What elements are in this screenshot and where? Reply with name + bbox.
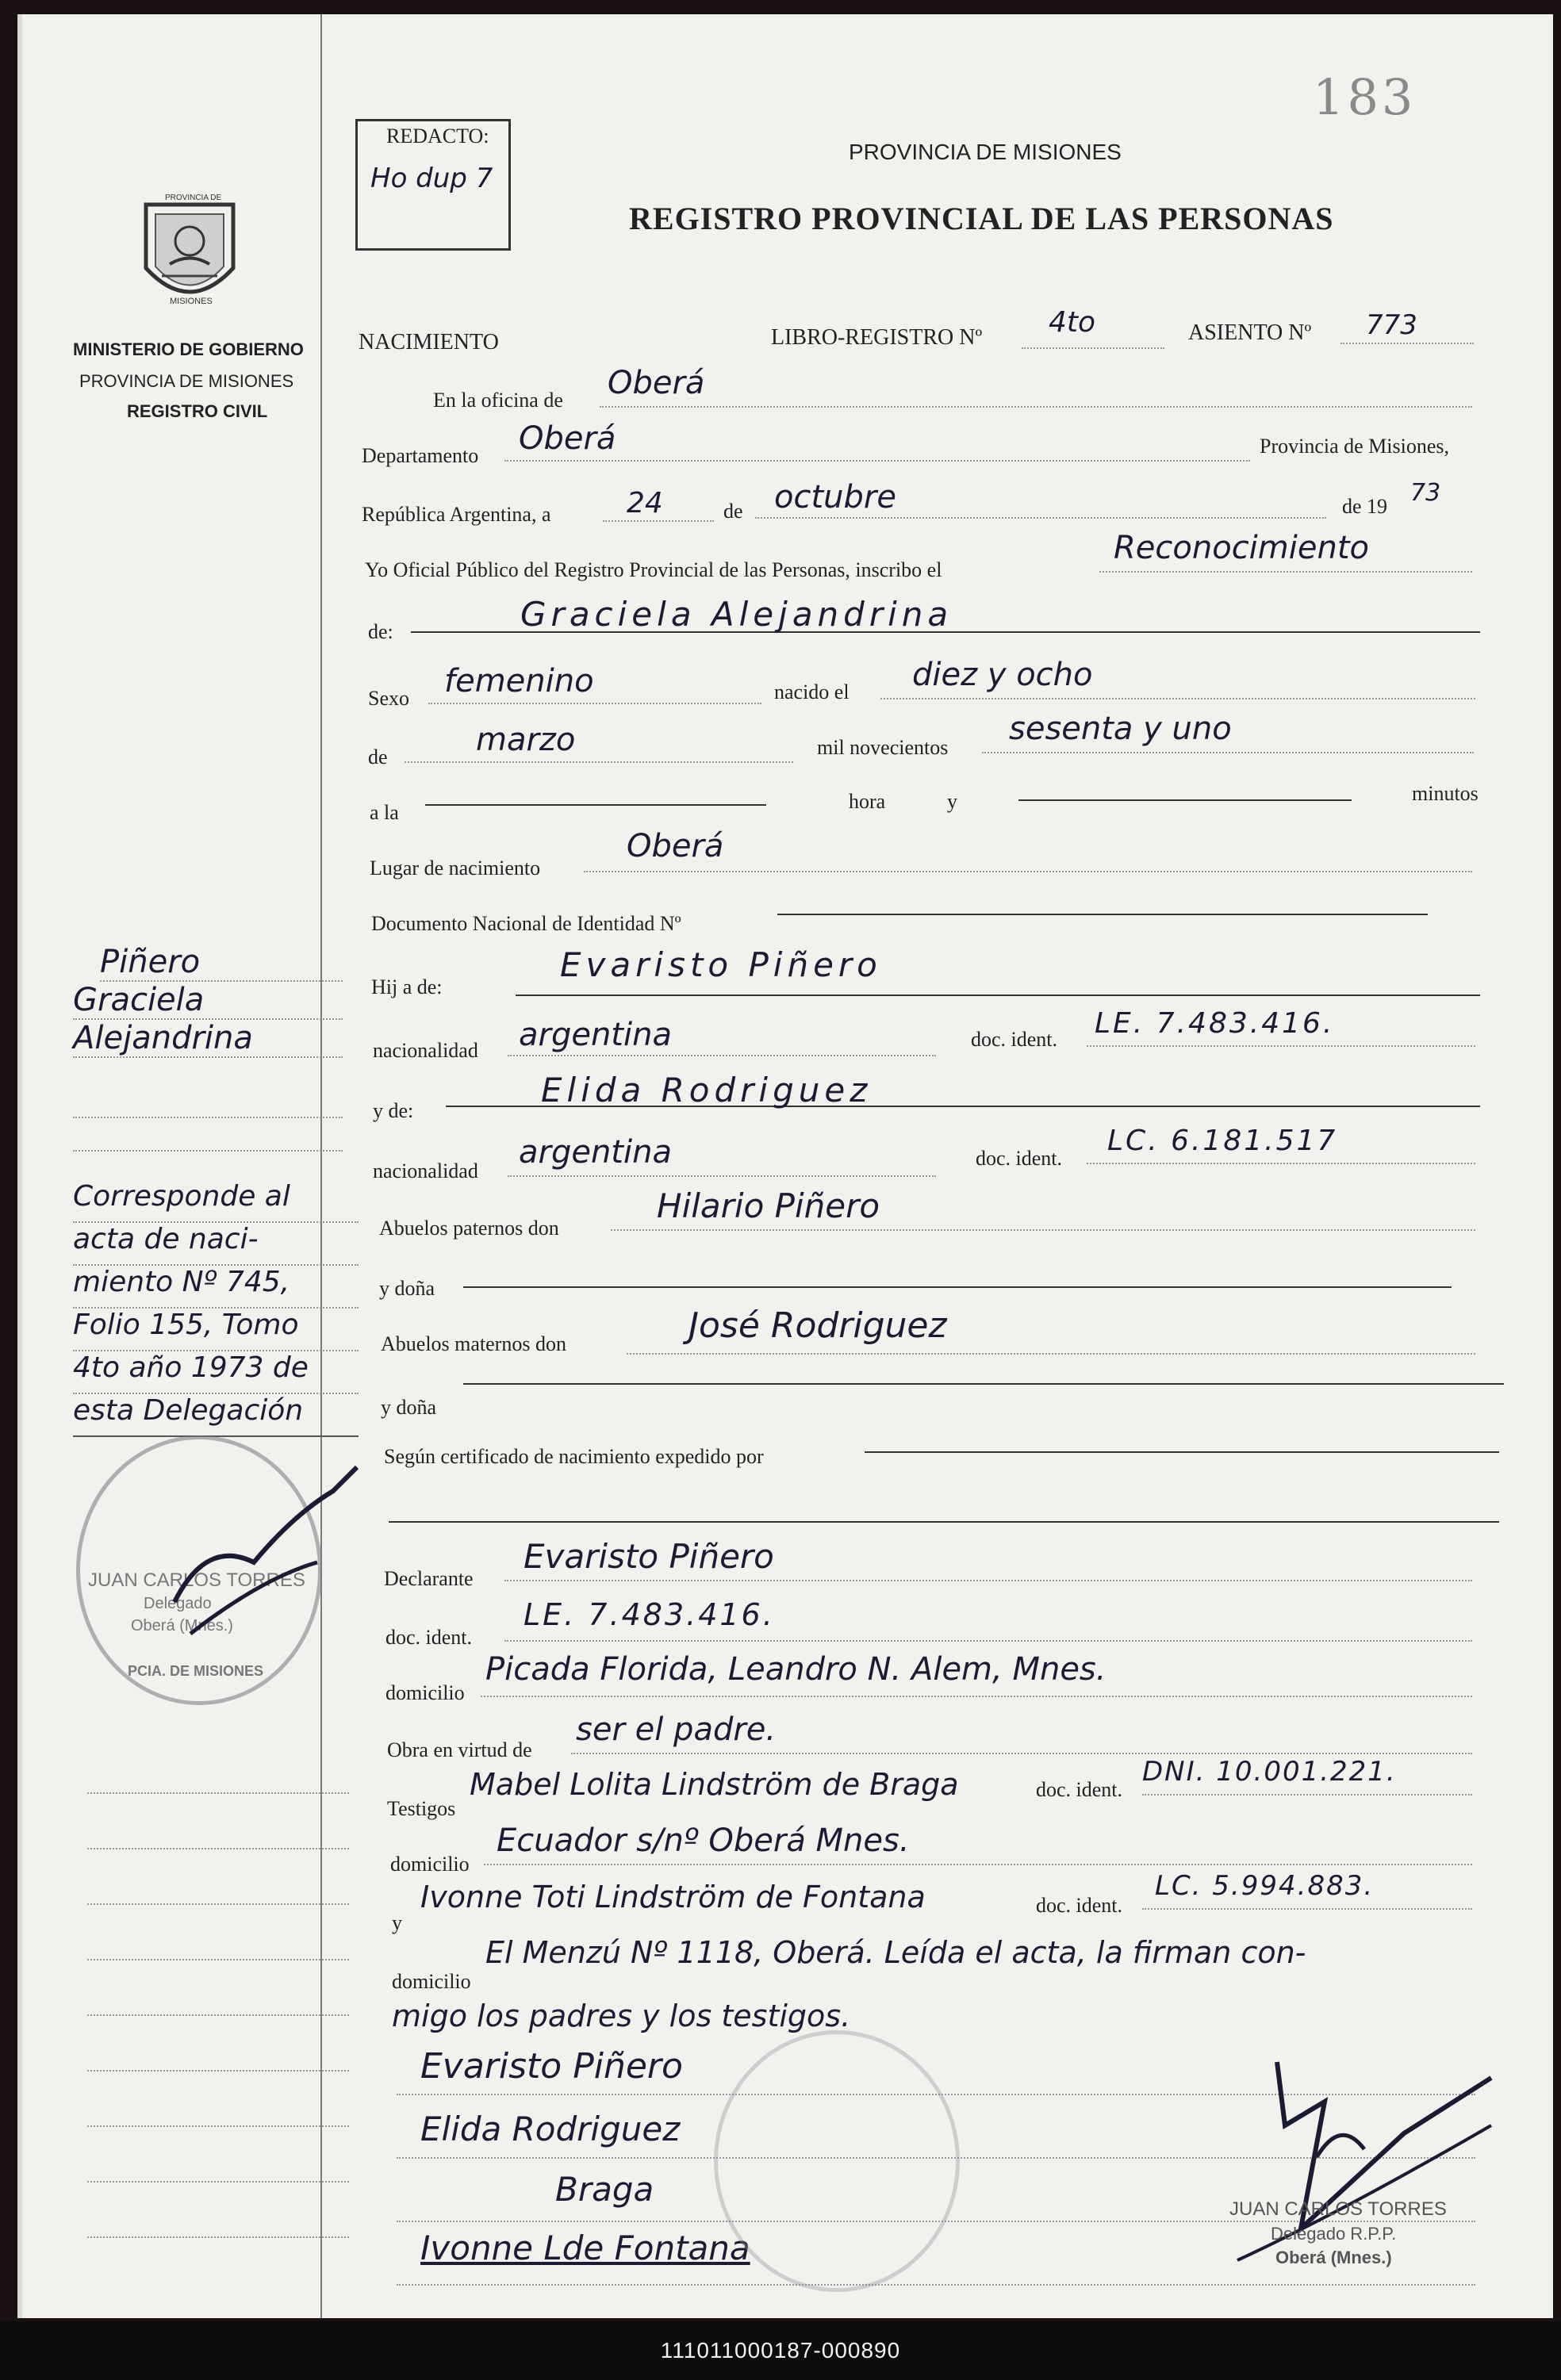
- margin-note-4: Folio 155, Tomo: [73, 1309, 359, 1351]
- dona1-line: [463, 1286, 1452, 1288]
- margin-name-1: Piñero: [100, 944, 343, 982]
- padre-line: [516, 995, 1480, 996]
- nac1-label: nacionalidad: [373, 1039, 478, 1062]
- domicilio1-value: Picada Florida, Leandro N. Alem, Mnes.: [485, 1651, 1107, 1688]
- margin-line-i: [87, 2125, 349, 2127]
- asiento-line: [1340, 343, 1474, 344]
- nacido-label: nacido el: [774, 680, 850, 703]
- mil-value: sesenta y uno: [1009, 711, 1232, 747]
- margin-note-3: miento Nº 745,: [73, 1266, 359, 1309]
- doc2-line: [1087, 1163, 1475, 1164]
- declarante-value: Evaristo Piñero: [524, 1537, 774, 1576]
- y-de-label: y de:: [373, 1099, 414, 1122]
- continuacion-value: migo los padres y los testigos.: [392, 1999, 851, 2033]
- redacto-label: REDACTO:: [386, 125, 489, 148]
- lugar-line: [584, 871, 1472, 872]
- domicilio3-value: El Menzú Nº 1118, Oberá. Leída el acta, la firman con-: [485, 1935, 1306, 1970]
- departamento-value: Oberá: [519, 420, 616, 457]
- doc4-value: DNI. 10.001.221.: [1142, 1756, 1397, 1788]
- stamp-left-line3: Oberá (Mnes.): [131, 1617, 233, 1635]
- lugar-label: Lugar de nacimiento: [370, 857, 541, 880]
- margin-note: [73, 1180, 359, 1437]
- departamento-line: [504, 460, 1250, 462]
- signature-line-4: [397, 2284, 1475, 2286]
- ministry-registry: REGISTRO CIVIL: [127, 401, 268, 421]
- doc4-line: [1142, 1794, 1472, 1796]
- certificado-label: Según certificado de nacimiento expedido por: [384, 1445, 764, 1468]
- margin-line-a: [73, 1117, 343, 1118]
- provincia-label: Provincia de Misiones,: [1260, 435, 1450, 458]
- ab-pat-label: Abuelos paternos don: [379, 1217, 559, 1240]
- doc5-value: LC. 5.994.883.: [1155, 1870, 1375, 1902]
- mil-line: [982, 752, 1474, 753]
- obra-value: ser el padre.: [576, 1711, 777, 1748]
- signature-father: Evaristo Piñero: [420, 2046, 683, 2087]
- de2-label: de:: [368, 620, 393, 643]
- hora-label: hora: [849, 790, 886, 813]
- oficial-value: Reconocimiento: [1114, 530, 1369, 566]
- anio-label: de 19: [1342, 495, 1388, 518]
- obra-line: [571, 1753, 1472, 1754]
- sexo-label: Sexo: [368, 687, 409, 710]
- province-emblem: [138, 189, 241, 316]
- testigos-label: Testigos: [387, 1797, 456, 1820]
- margin-line-c: [87, 1792, 349, 1794]
- margin-line-d: [87, 1848, 349, 1849]
- header-registry: REGISTRO PROVINCIAL DE LAS PERSONAS: [629, 201, 1334, 236]
- oficina-value: Oberá: [608, 365, 705, 401]
- stamp-left-line2: Delegado: [144, 1595, 212, 1612]
- doc1-line: [1087, 1045, 1475, 1047]
- ab-mat-value: José Rodriguez: [688, 1305, 947, 1346]
- testigo1-value: Mabel Lolita Lindström de Braga: [470, 1767, 959, 1802]
- margin-note-6: esta Delegación: [73, 1394, 359, 1437]
- left-stamp-signature-mark: [159, 1443, 365, 1665]
- oficina-label: En la oficina de: [433, 389, 563, 412]
- emblem-bottom-text: MISIONES: [170, 297, 213, 306]
- domicilio2-value: Ecuador s/nº Oberá Mnes.: [497, 1822, 910, 1859]
- oficina-line: [600, 406, 1472, 408]
- doc1-label: doc. ident.: [971, 1028, 1058, 1051]
- margin-line-f: [87, 1959, 349, 1960]
- emblem-top-text: PROVINCIA DE: [165, 194, 222, 202]
- doc2-value: LC. 6.181.517: [1107, 1125, 1338, 1157]
- nac2-value: argentina: [519, 1134, 672, 1171]
- lugar-value: Oberá: [627, 828, 724, 864]
- delegate-signature-mark: [1142, 2030, 1507, 2284]
- doc3-label: doc. ident.: [385, 1626, 473, 1649]
- ab-mat-line: [627, 1353, 1475, 1355]
- margin-line-k: [87, 2236, 349, 2238]
- margin-line-e: [87, 1903, 349, 1905]
- y-dona2-label: y doña: [381, 1396, 437, 1419]
- mes-nac-line: [405, 761, 793, 763]
- doc5-label: doc. ident.: [1036, 1894, 1123, 1917]
- padre-value: Evaristo Piñero: [560, 945, 882, 984]
- margin-name-3: Alejandrina: [73, 1020, 343, 1058]
- stamp-center-circle: [714, 2030, 960, 2292]
- mes-line: [755, 517, 1326, 519]
- asiento-label: ASIENTO Nº: [1188, 320, 1312, 345]
- oficial-label: Yo Oficial Público del Registro Provincial de las Personas, inscribo el: [365, 558, 942, 581]
- margin-rule: [320, 14, 322, 2318]
- stamp-right-line3: Oberá (Mnes.): [1275, 2248, 1392, 2267]
- margin-line-b: [73, 1150, 343, 1152]
- certificado-line: [865, 1451, 1499, 1453]
- separator-line: [389, 1521, 1499, 1523]
- declarante-label: Declarante: [384, 1567, 474, 1590]
- hora-line: [425, 804, 766, 806]
- y-dona1-label: y doña: [379, 1277, 435, 1300]
- margin-name-lines: [73, 944, 343, 1058]
- page-number: 183: [1313, 68, 1417, 126]
- signature-witness-2: Ivonne Lde Fontana: [420, 2229, 750, 2267]
- dni-label: Documento Nacional de Identidad Nº: [371, 912, 681, 935]
- oficial-line: [1099, 571, 1472, 573]
- doc2-label: doc. ident.: [976, 1147, 1063, 1170]
- nac1-line: [508, 1055, 936, 1056]
- redacto-box: [355, 119, 511, 251]
- mil-label: mil novecientos: [817, 736, 949, 759]
- obra-label: Obra en virtud de: [387, 1738, 532, 1761]
- y-label: y: [947, 790, 957, 813]
- nombre-value: Graciela Alejandrina: [520, 595, 953, 634]
- stamp-right-line1: JUAN CARLOS TORRES: [1229, 2198, 1447, 2220]
- image-id-footer: 111011000187-000890: [0, 2321, 1561, 2380]
- ala-label: a la: [370, 801, 399, 824]
- minutos-label: minutos: [1412, 782, 1479, 805]
- sexo-value: femenino: [444, 663, 594, 699]
- dia-line: [603, 520, 714, 522]
- ab-mat-label: Abuelos maternos don: [381, 1332, 566, 1355]
- libro-label: LIBRO-REGISTRO Nº: [771, 325, 983, 350]
- domicilio3-label: domicilio: [392, 1970, 471, 1993]
- ministry-title: MINISTERIO DE GOBIERNO: [73, 339, 304, 359]
- de3-label: de: [368, 745, 388, 768]
- nacido-value: diez y ocho: [912, 657, 1093, 693]
- mes-nac-value: marzo: [476, 722, 576, 758]
- dia-value: 24: [627, 487, 663, 519]
- nac2-line: [508, 1175, 936, 1177]
- departamento-label: Departamento: [362, 444, 479, 467]
- margin-note-1: Corresponde al: [73, 1180, 359, 1223]
- signature-mother: Elida Rodriguez: [420, 2110, 681, 2148]
- margin-line-g: [87, 2014, 349, 2016]
- testigo2-value: Ivonne Toti Lindström de Fontana: [420, 1880, 926, 1914]
- section-label: NACIMIENTO: [359, 330, 499, 355]
- sexo-line: [428, 703, 761, 704]
- margin-line-h: [87, 2070, 349, 2071]
- domicilio1-line: [481, 1696, 1472, 1697]
- doc1-value: LE. 7.483.416.: [1095, 1007, 1335, 1040]
- dona2-line: [463, 1383, 1504, 1385]
- mes-value: octubre: [774, 479, 896, 515]
- ministry-province: PROVINCIA DE MISIONES: [79, 371, 294, 391]
- republica-label: República Argentina, a: [362, 503, 551, 526]
- nac2-label: nacionalidad: [373, 1159, 478, 1182]
- stamp-right-line2: Delegado R.P.P.: [1271, 2224, 1397, 2244]
- margin-name-2: Graciela: [73, 982, 343, 1020]
- domicilio2-line: [484, 1864, 1472, 1865]
- ab-pat-value: Hilario Piñero: [657, 1186, 880, 1225]
- domicilio2-label: domicilio: [390, 1853, 470, 1876]
- de-label: de: [723, 500, 743, 523]
- header-province: PROVINCIA DE MISIONES: [849, 140, 1122, 164]
- margin-note-5: 4to año 1973 de: [73, 1351, 359, 1394]
- redacto-value: Ho dup 7: [370, 163, 493, 194]
- margin-note-2: acta de naci-: [73, 1223, 359, 1266]
- madre-value: Elida Rodriguez: [541, 1071, 873, 1110]
- stamp-left-line1: JUAN CARLOS TORRES: [88, 1569, 305, 1591]
- doc3-line: [504, 1640, 1472, 1642]
- libro-value: 4to: [1049, 306, 1096, 339]
- doc4-label: doc. ident.: [1036, 1778, 1123, 1801]
- y2-label: y: [392, 1911, 402, 1934]
- anio-value: 73: [1410, 479, 1441, 507]
- doc3-value: LE. 7.483.416.: [524, 1597, 775, 1632]
- margin-line-j: [87, 2181, 349, 2183]
- doc5-line: [1142, 1908, 1472, 1910]
- minutos-line: [1018, 799, 1352, 801]
- dni-line: [777, 914, 1428, 915]
- declarante-line: [504, 1580, 1472, 1581]
- nacido-line: [880, 698, 1475, 699]
- hijo-label: Hij a de:: [371, 975, 443, 998]
- nac1-value: argentina: [519, 1017, 672, 1053]
- ab-pat-line: [611, 1229, 1475, 1231]
- asiento-value: 773: [1366, 309, 1417, 341]
- signature-witness-1: Braga: [555, 2170, 654, 2209]
- libro-line: [1022, 347, 1164, 349]
- domicilio1-label: domicilio: [385, 1681, 465, 1704]
- stamp-left-line4: PCIA. DE MISIONES: [128, 1663, 264, 1679]
